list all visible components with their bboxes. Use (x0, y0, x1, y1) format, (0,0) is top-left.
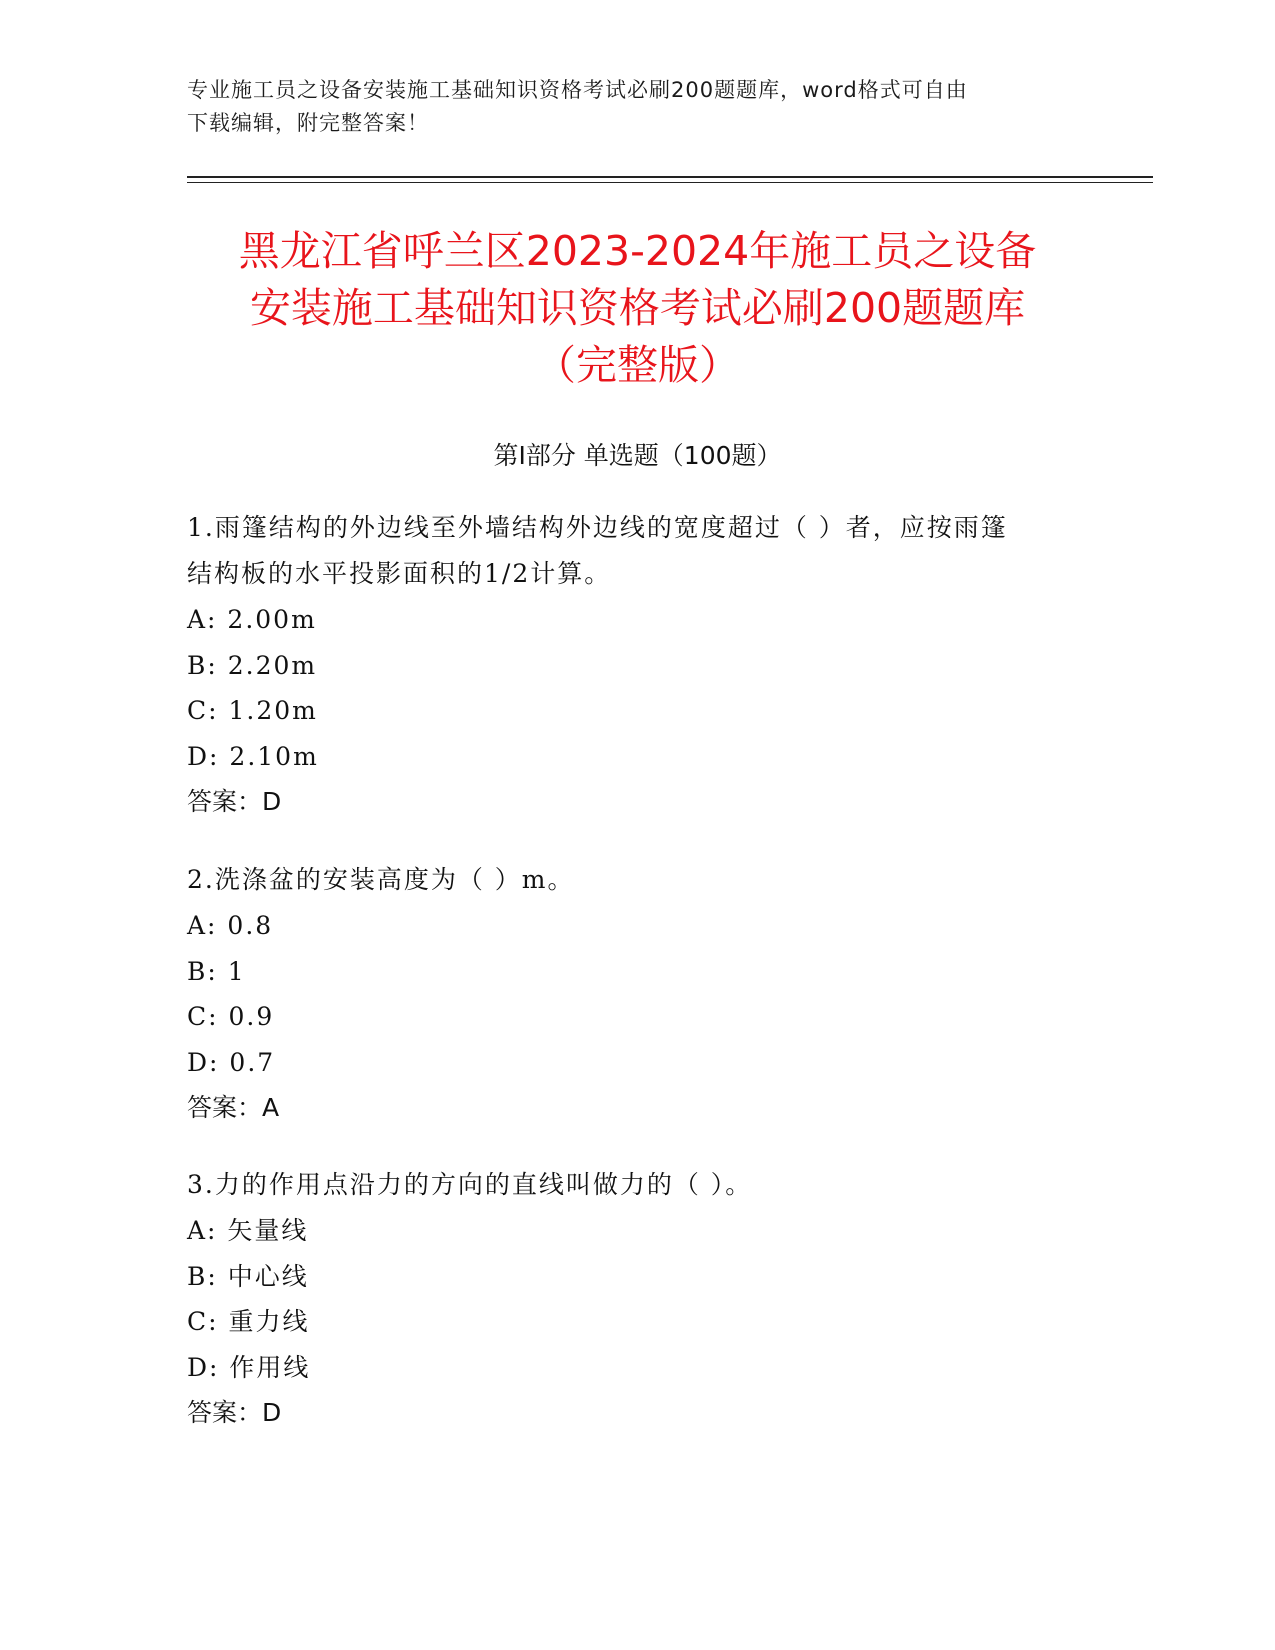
option-b: B: 中心线 (187, 1261, 309, 1291)
option-c: C: 0.9 (187, 1002, 275, 1031)
answer: 答案：D (187, 787, 282, 816)
question-2 (187, 857, 1087, 1131)
option-b: B: 2.20m (187, 650, 318, 680)
question-stem-line-2: 结构板的水平投影面积的1/2计算。 (187, 559, 612, 588)
option-a: A: 矢量线 (187, 1216, 309, 1245)
title-line-2: 安装施工基础知识资格考试必刷200题题库 (249, 284, 1026, 332)
header-note (187, 74, 1087, 140)
header-note-line-2: 下载编辑，附完整答案！ (187, 111, 429, 135)
section-heading: 第Ⅰ部分 单选题（100题） (493, 441, 782, 470)
document-title (150, 223, 1125, 394)
option-c: C: 1.20m (187, 696, 318, 725)
question-1 (187, 505, 1087, 825)
question-3 (187, 1162, 1087, 1436)
option-c: C: 重力线 (187, 1307, 310, 1336)
header-rule-thick (187, 176, 1153, 178)
title-line-3: （完整版） (535, 341, 740, 389)
option-a: A: 2.00m (187, 605, 317, 634)
question-stem-line-1: 2.洗涤盆的安装高度为（ ）m。 (187, 865, 575, 894)
option-d: D: 2.10m (187, 741, 319, 771)
title-line-1: 黑龙江省呼兰区2023-2024年施工员之设备 (238, 227, 1037, 275)
answer: 答案：D (187, 1398, 282, 1427)
option-b: B: 1 (187, 956, 246, 986)
option-a: A: 0.8 (187, 911, 274, 940)
question-stem-line-1: 3.力的作用点沿力的方向的直线叫做力的（ ）。 (187, 1170, 753, 1199)
option-d: D: 作用线 (187, 1352, 311, 1382)
answer: 答案：A (187, 1093, 280, 1122)
question-stem-line-1: 1.雨篷结构的外边线至外墙结构外边线的宽度超过（ ）者，应按雨篷 (187, 513, 1008, 542)
header-note-line-1: 专业施工员之设备安装施工基础知识资格考试必刷200题题库，word格式可自由 (187, 78, 968, 102)
header-rule-thin (187, 182, 1153, 183)
option-d: D: 0.7 (187, 1047, 276, 1077)
